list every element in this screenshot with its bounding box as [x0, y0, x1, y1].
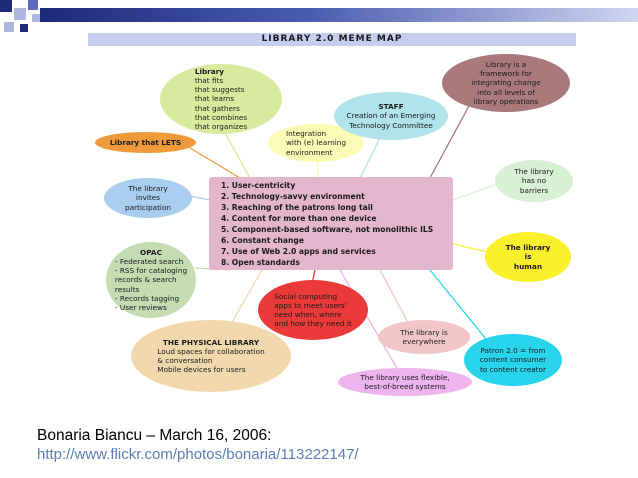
principle-item: 1. User-centricity — [221, 181, 296, 190]
node-text: that fits that suggests that learns that gathers that combines that organizes — [194, 76, 248, 131]
node-heading: Library — [194, 67, 225, 77]
node-text: Library that LETS — [109, 137, 182, 147]
node-heading: THE PHYSICAL LIBRARY — [162, 337, 260, 347]
node-framework — [442, 54, 570, 112]
node-heading: OPAC — [140, 248, 162, 258]
node-staff — [334, 92, 448, 140]
node-heading: STAFF — [378, 102, 404, 112]
node-text: Loud spaces for collaboration & conversation Mobile devices for users — [157, 346, 265, 375]
map-title: LIBRARY 2.0 MEME MAP — [88, 33, 576, 46]
credit-line: Bonaria Biancu – March 16, 2006: — [37, 427, 272, 444]
node-text: Creation of an Emerging Technology Committee — [346, 111, 436, 130]
node-physical-library — [131, 320, 291, 392]
node-text: The library invites participation — [124, 184, 172, 212]
node-text: - Federated search - RSS for cataloging records & search results - Records tagging - User reviews — [114, 257, 188, 312]
node-social-computing — [258, 280, 368, 340]
node-text: Library is a framework for integrating change into all levels of library operations — [471, 60, 541, 106]
node-library-fits — [160, 64, 282, 134]
node-text: The library has no barriers — [514, 167, 554, 195]
principle-item: 2. Technology-savvy environment — [221, 192, 365, 201]
node-everywhere — [378, 320, 470, 354]
principle-item: 6. Constant change — [221, 236, 304, 245]
principle-item: 3. Reaching of the patrons long tail — [221, 203, 373, 212]
node-library-that-lets — [95, 132, 196, 153]
node-library-is-human — [485, 232, 571, 282]
central-principles-box — [209, 177, 453, 270]
principles-list — [221, 180, 453, 268]
node-text: Social computing apps to meet users' need when, where and how they need it — [274, 291, 352, 329]
principle-item: 8. Open standards — [221, 258, 300, 267]
principle-item: 4. Content for more than one device — [221, 214, 377, 223]
node-text: Patron 2.0 = from content consumer to content creator — [479, 346, 547, 374]
node-text: The library uses flexible, best-of-breed systems — [360, 372, 450, 391]
principle-item: 5. Component-based software, not monolithic ILS — [221, 225, 434, 234]
node-text: The library is human — [505, 243, 551, 271]
node-text: Integration with (e) learning environment — [285, 129, 347, 157]
node-flexible-systems — [338, 368, 472, 396]
node-no-barriers — [495, 160, 573, 202]
source-link[interactable]: http://www.flickr.com/photos/bonaria/113222147/ — [37, 446, 359, 463]
node-patron-2 — [464, 334, 562, 386]
node-invites-participation — [104, 178, 192, 218]
node-opac — [106, 242, 196, 318]
node-text: The library is everywhere — [400, 327, 448, 346]
principle-item: 7. Use of Web 2.0 apps and services — [221, 247, 376, 256]
